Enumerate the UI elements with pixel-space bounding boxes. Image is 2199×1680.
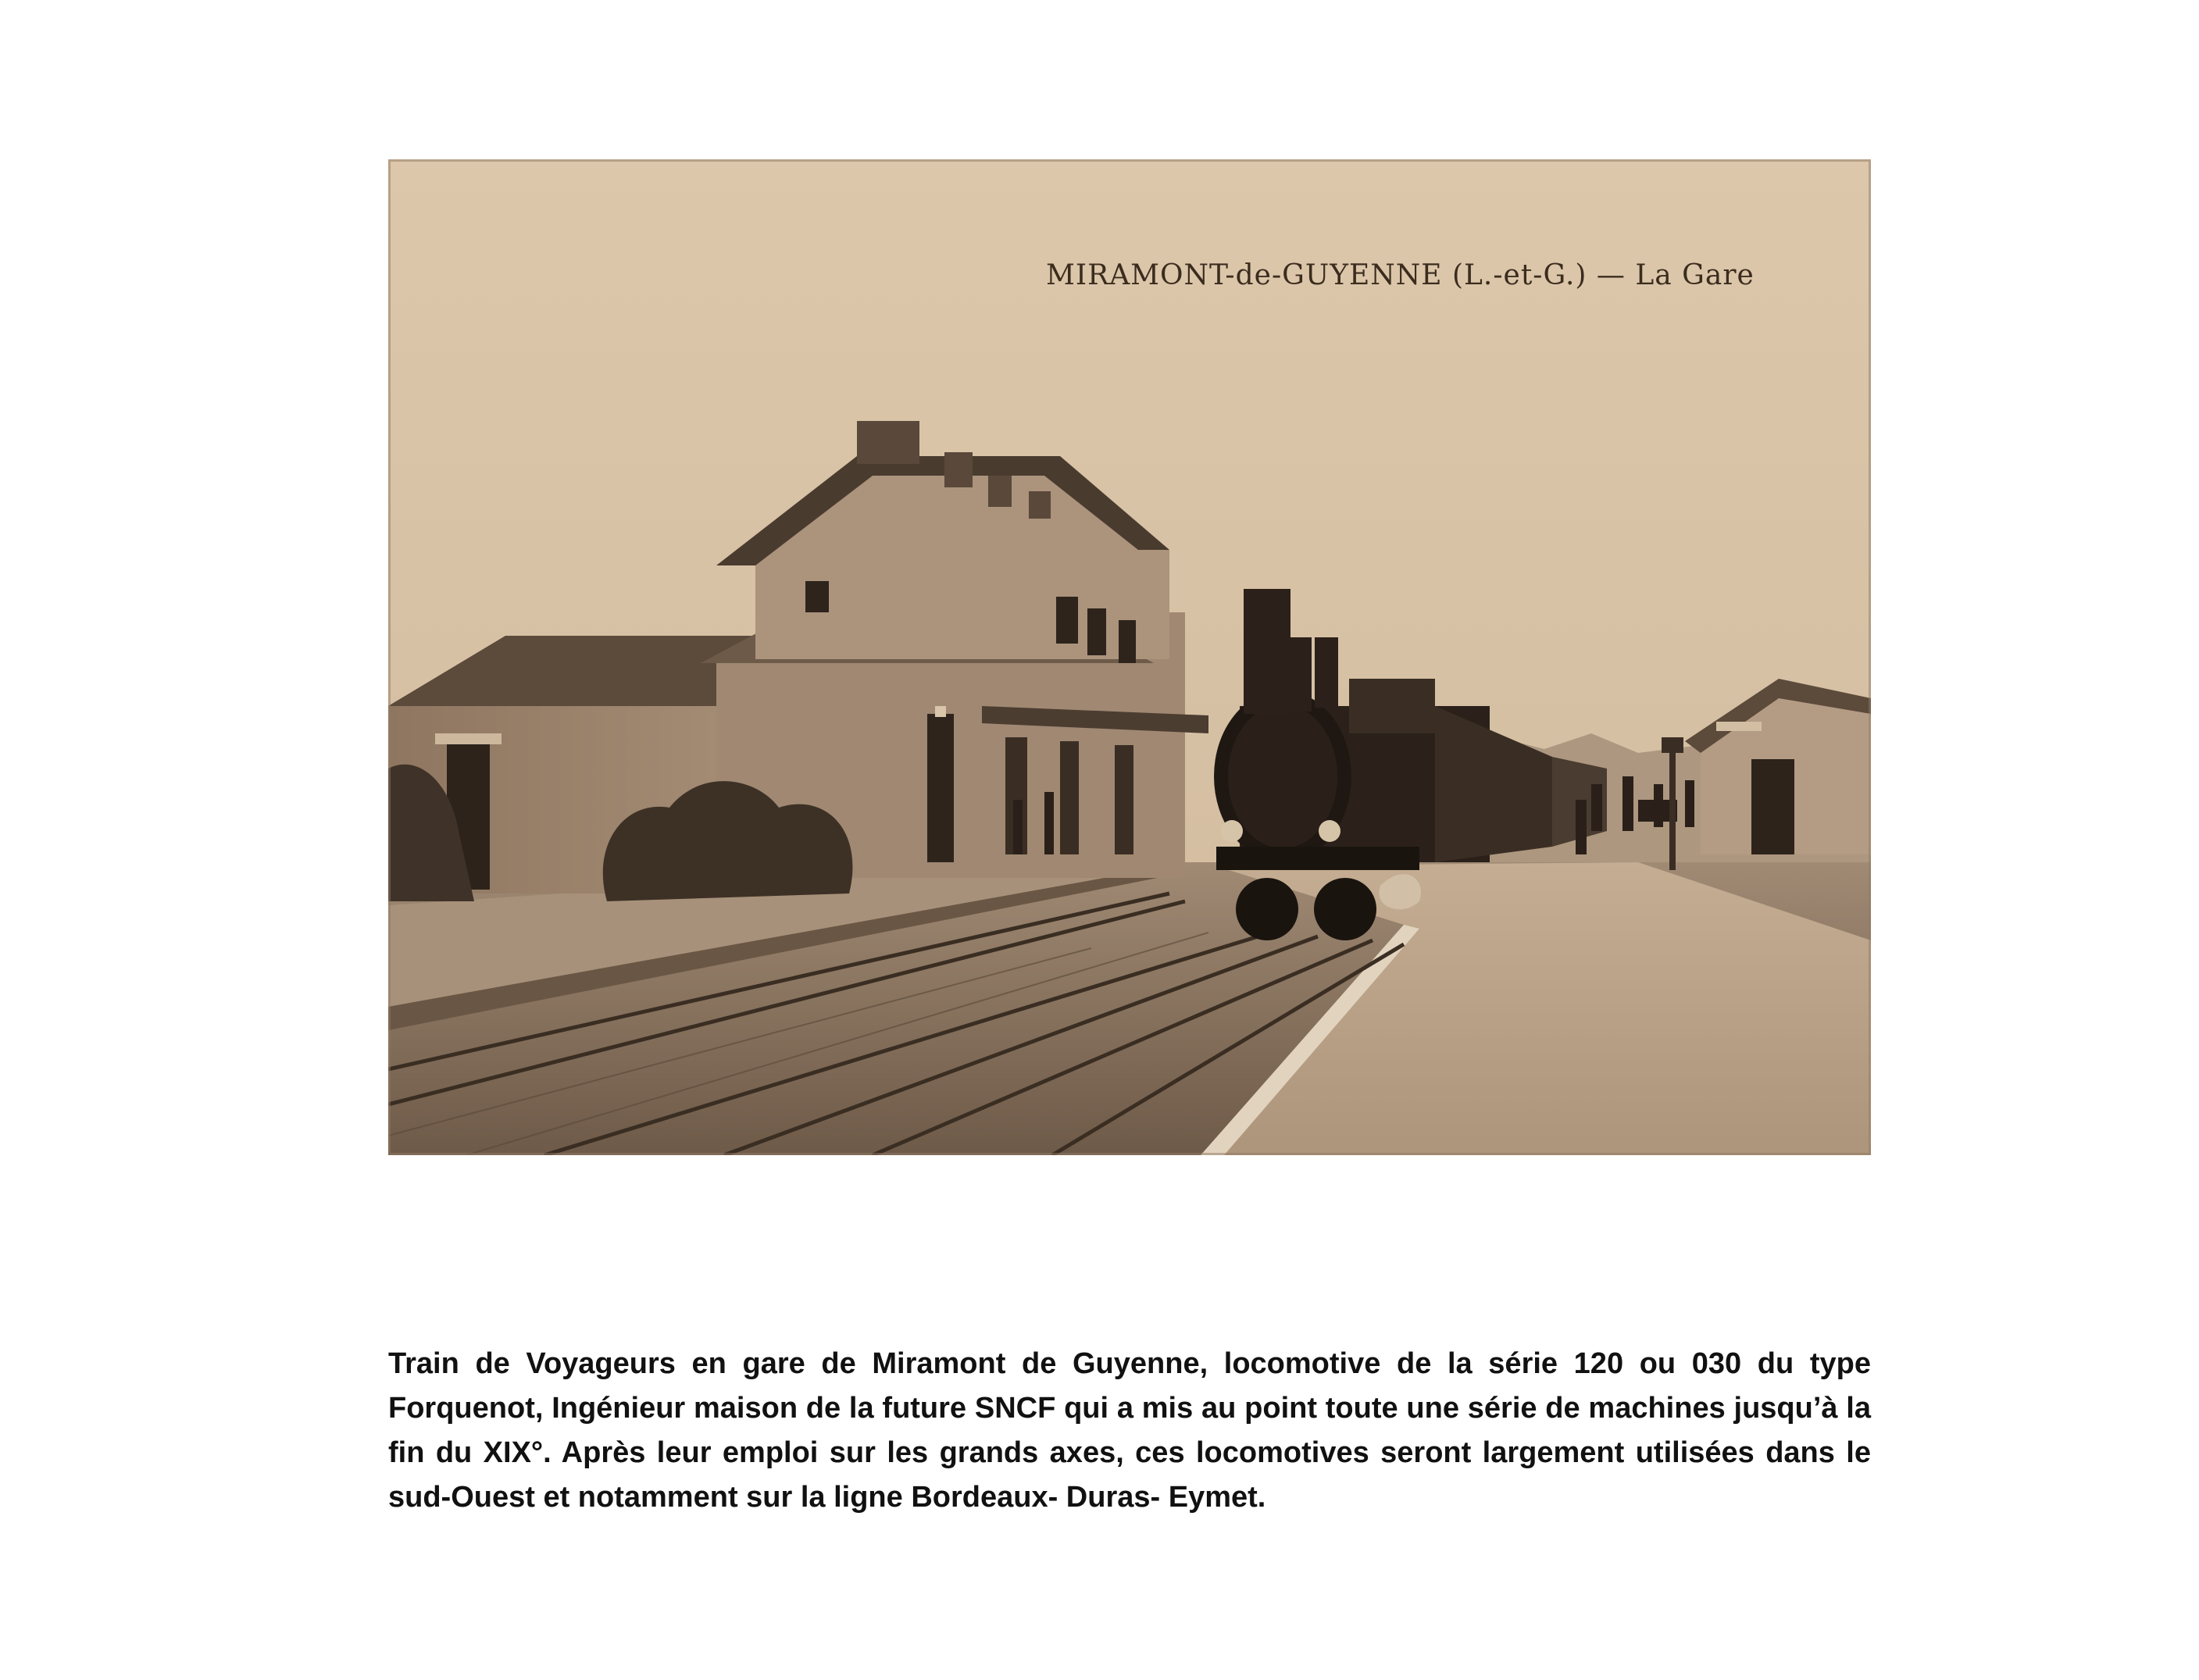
station-scene-illustration (388, 159, 1871, 1155)
photo-caption: Train de Voyageurs en gare de Miramont de Guyenne, locomotive de la série 120 ou 030 du type Forquenot, Ingénieur maison de la future SNCF qui a mis au point toute une série de machines jusqu’à la fin du XIX°. Après leur emploi sur les grands axes, ces locomotives seront largement utilisées dans le sud-Ouest et notamment sur la ligne Bordeaux- Duras- Eymet. (388, 1347, 1871, 1514)
postcard-title: MIRAMONT-de-GUYENNE (L.-et-G.) — La Gare (1046, 259, 1755, 291)
postcard-photo (388, 159, 1871, 1155)
